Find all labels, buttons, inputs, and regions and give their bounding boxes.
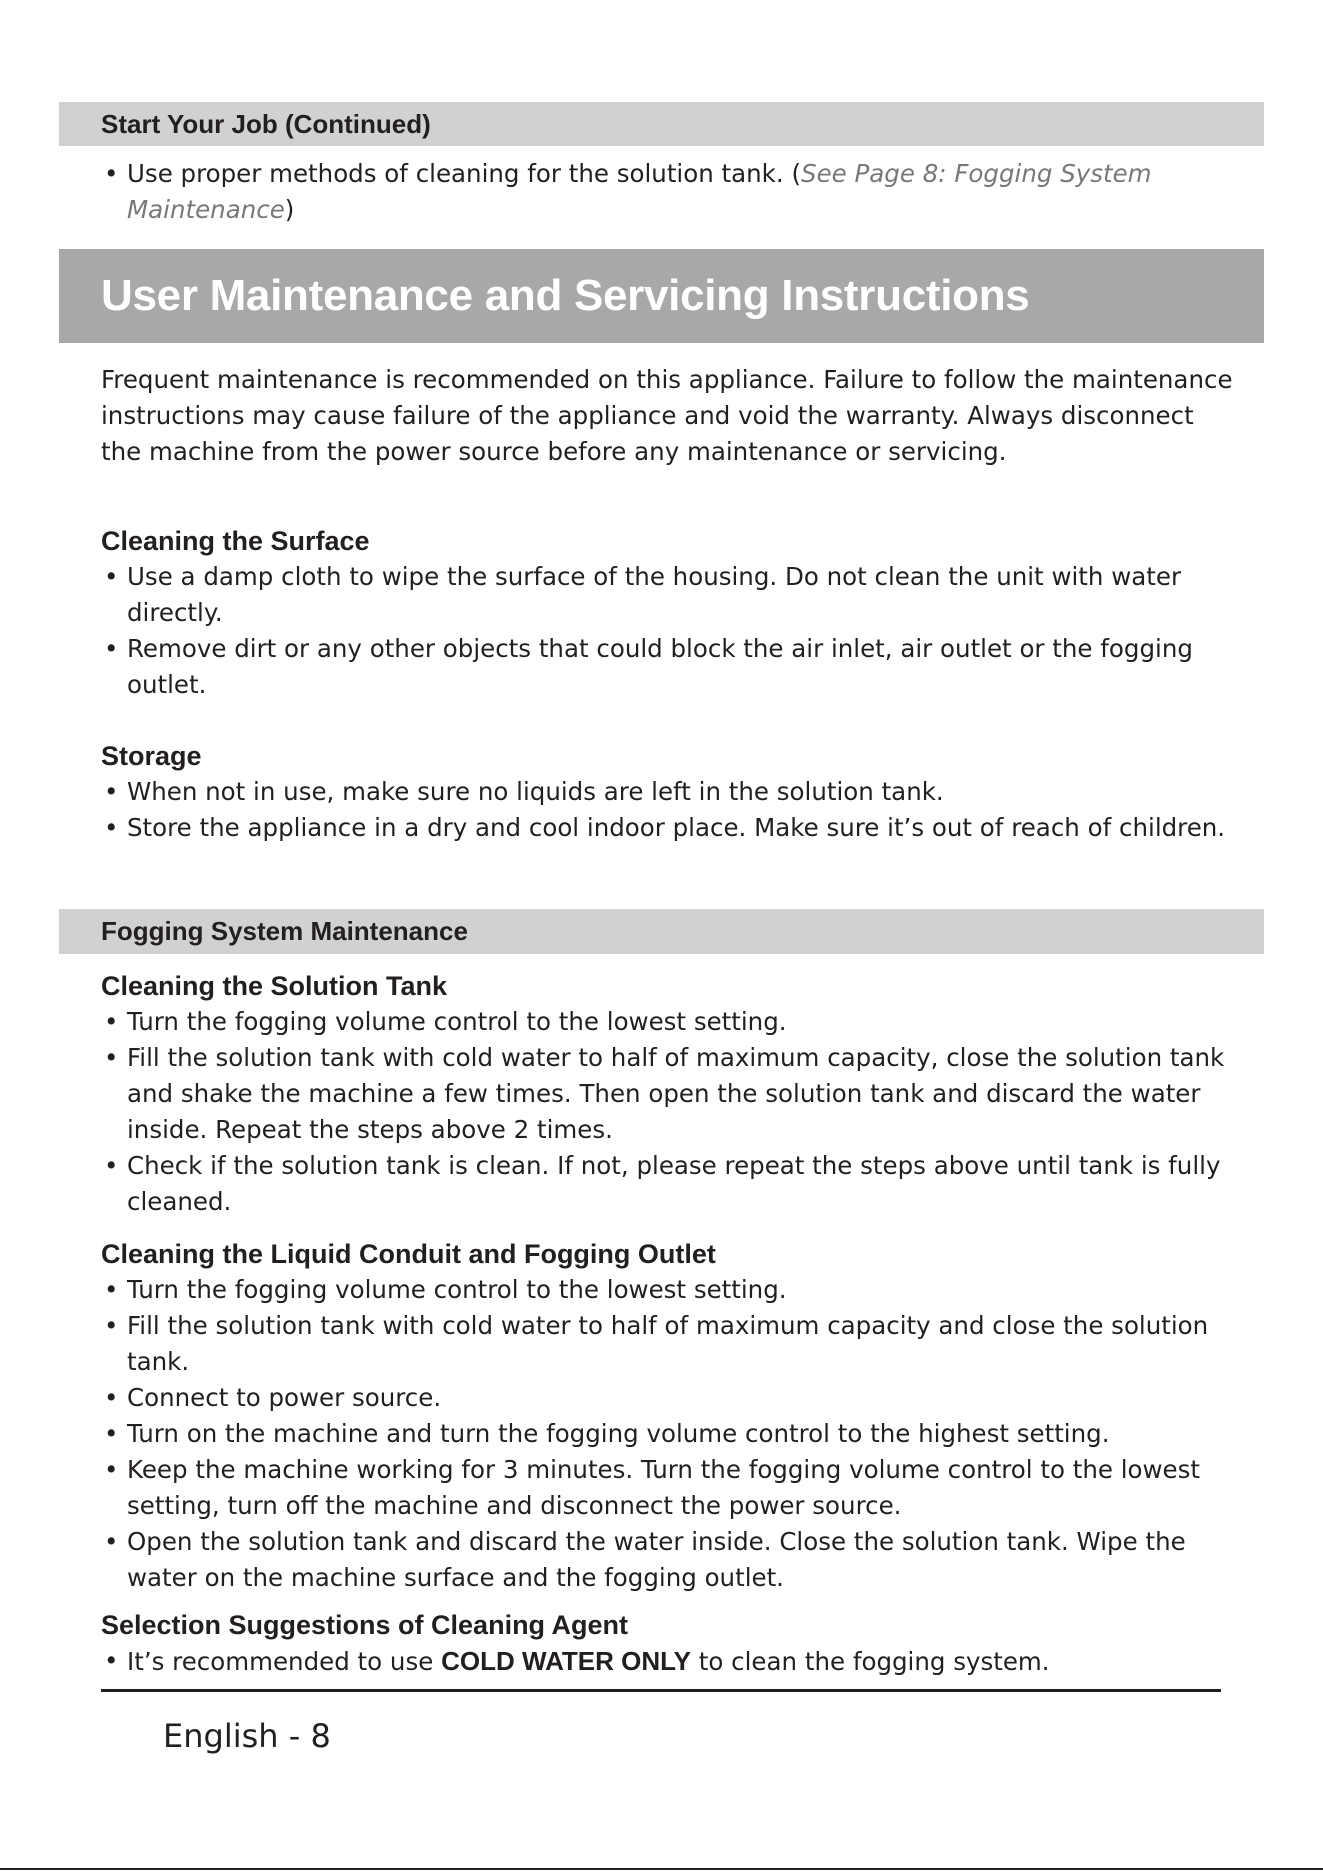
footer-divider [101, 1689, 1221, 1692]
list-item: • Fill the solution tank with cold water to half of maximum capacity, close the solution tank and shake the machine a few times. Then open the solution tank and discard the water inside. Repeat the steps above 2 times. [101, 1040, 1241, 1148]
list-item: • Remove dirt or any other objects that could block the air inlet, air outlet or the fogging outlet. [101, 631, 1241, 703]
solution-tank-heading: Cleaning the Solution Tank [101, 971, 448, 1001]
list-item: • Use a damp cloth to wipe the surface of the housing. Do not clean the unit with water directly. [101, 559, 1241, 631]
section-header-fogging-system: Fogging System Maintenance [59, 909, 1264, 954]
list-item: • Turn the fogging volume control to the lowest setting. [101, 1272, 1241, 1308]
list-item: • Turn on the machine and turn the fogging volume control to the highest setting. [101, 1416, 1241, 1452]
liquid-conduit-section [101, 1236, 1241, 1596]
page-title-banner: User Maintenance and Servicing Instructions [59, 249, 1264, 343]
cleaning-agent-heading: Selection Suggestions of Cleaning Agent [101, 1610, 629, 1640]
storage-list [101, 774, 1241, 846]
list-item: • Use proper methods of cleaning for the solution tank. (See Page 8: Fogging System Maintenance) [101, 156, 1241, 228]
list-item: • It’s recommended to use COLD WATER ONLY to clean the fogging system. [101, 1643, 1241, 1680]
cleaning-surface-section [101, 523, 1241, 703]
page-number-footer: English - 8 [163, 1717, 331, 1755]
list-item: • Keep the machine working for 3 minutes. Turn the fogging volume control to the lowest setting, turn off the machine and disconnect the power source. [101, 1452, 1241, 1524]
start-job-block [101, 156, 1241, 228]
storage-heading: Storage [101, 741, 202, 771]
list-item: • When not in use, make sure no liquids are left in the solution tank. [101, 774, 1241, 810]
cleaning-surface-heading: Cleaning the Surface [101, 526, 370, 556]
section-header-start-your-job: Start Your Job (Continued) [59, 102, 1264, 146]
list-item: • Store the appliance in a dry and cool indoor place. Make sure it’s out of reach of children. [101, 810, 1241, 846]
liquid-conduit-list [101, 1272, 1241, 1596]
intro-paragraph-block [101, 362, 1241, 470]
liquid-conduit-heading: Cleaning the Liquid Conduit and Fogging Outlet [101, 1239, 716, 1269]
solution-tank-section [101, 968, 1241, 1220]
solution-tank-list [101, 1004, 1241, 1220]
intro-paragraph: Frequent maintenance is recommended on this appliance. Failure to follow the maintenance instructions may cause failure of the appliance and void the warranty. Always disconnect the machine from the power source before any maintenance or servicing. [101, 365, 1233, 466]
cold-water-only-emphasis: COLD WATER ONLY [441, 1646, 691, 1676]
page-reference: See Page 8: Fogging System Maintenance [127, 159, 1152, 224]
start-job-list [101, 156, 1241, 228]
list-item: • Open the solution tank and discard the water inside. Close the solution tank. Wipe the water on the machine surface and the fogging outlet. [101, 1524, 1241, 1596]
list-item: • Check if the solution tank is clean. If not, please repeat the steps above until tank is fully cleaned. [101, 1148, 1241, 1220]
cleaning-agent-section [101, 1607, 1241, 1680]
list-item: • Fill the solution tank with cold water to half of maximum capacity and close the solution tank. [101, 1308, 1241, 1380]
cleaning-agent-list [101, 1643, 1241, 1680]
page-bottom-edge-line [0, 1868, 1323, 1870]
list-item: • Turn the fogging volume control to the lowest setting. [101, 1004, 1241, 1040]
cleaning-surface-list [101, 559, 1241, 703]
storage-section [101, 738, 1241, 846]
list-item: • Connect to power source. [101, 1380, 1241, 1416]
